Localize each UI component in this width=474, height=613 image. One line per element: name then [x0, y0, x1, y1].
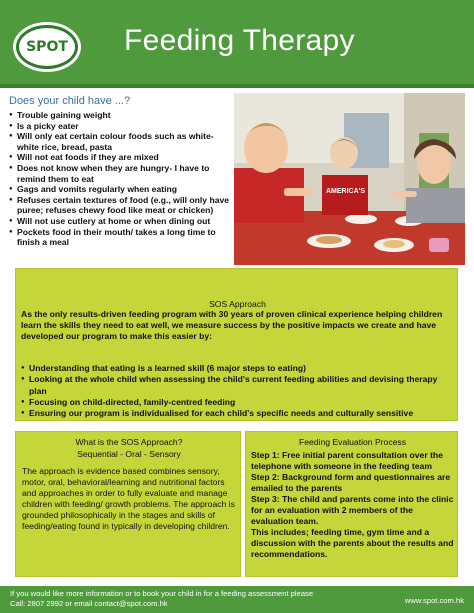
evaluation-title: Feeding Evaluation Process	[298, 437, 406, 447]
list-item: ● Looking at the whole child when assessing the child's current feeding abilities and devising therapy plan	[21, 374, 457, 397]
evaluation-step: Step 1: Free initial parent consultation over the telephone with someone in the feeding team	[251, 450, 443, 471]
list-item: ● Gags and vomits regularly when eating	[9, 184, 237, 195]
list-item: ● Understanding that eating is a learned skill (6 major steps to eating)	[21, 363, 457, 374]
what-is-body: The approach is evidence based combines sensory, motor, oral, behavioral/learning and nutritional factors and approaches in order to fully evaluate and manage children with feeding/ growth problems. The approach is grounded philosophically in the stages and skills of feeding/eating found in typically in developing children.	[22, 466, 235, 531]
sos-intro: As the only results-driven feeding program with 30 years of proven clinical experience helping children learn the skills they need to eat well, we measure success by the positive impacts we create and have developed our program to make this easier by:	[21, 309, 443, 341]
list-item: ● Will only eat certain colour foods such as white- white rice, bread, pasta	[9, 131, 237, 152]
contact-info	[10, 589, 313, 609]
list-item: ● Will not eat foods if they are mixed	[9, 152, 237, 163]
list-item: ● Pockets food in their mouth/ takes a long time to finish a meal	[9, 227, 237, 248]
evaluation-step: This includes; feeding time, gym time and a discussion with the parents about the results and recommendations.	[251, 527, 454, 559]
sos-points	[21, 363, 457, 419]
list-item: ● Ensuring our program is individualised for each child's specific needs and culturally sensitive	[21, 408, 457, 419]
list-item: ● Refuses certain textures of food (e.g., will only have puree; refuses chewy food like meat or chicken)	[9, 195, 237, 216]
evaluation-step: Step 3: The child and parents come into the clinic for an evaluation with 2 members of the evaluation team.	[251, 494, 454, 526]
spot-logo	[13, 22, 81, 72]
list-item: ● Trouble gaining weight	[9, 110, 237, 121]
shirt-print: AMERICA'S	[326, 188, 365, 195]
list-item: ● Is a picky eater	[9, 121, 237, 132]
website-link[interactable]: www.spot.com.hk	[404, 596, 464, 605]
what-is-title: What is the SOS Approach?	[75, 437, 183, 447]
feeding-evaluation-box	[245, 431, 458, 577]
list-item: ● Will not use cutlery at home or when dining out	[9, 216, 237, 227]
page-title: Feeding Therapy	[124, 24, 355, 57]
list-item: ● Does not know when they are hungry- I have to remind them to eat	[9, 163, 237, 184]
sos-title: SOS Approach	[209, 299, 266, 309]
what-is-sos-box	[15, 431, 241, 577]
intro-question: Does your child have ...?	[9, 95, 131, 107]
list-item: ● Focusing on child-directed, family-centred feeding	[21, 397, 457, 408]
contact-line: If you would like more information or to book your child in for a feeding assessment please	[10, 589, 314, 598]
header-banner	[0, 0, 474, 88]
evaluation-steps	[251, 450, 457, 560]
photo-illustration	[234, 93, 465, 265]
sos-approach-box	[15, 268, 458, 421]
children-eating-photo	[234, 93, 465, 265]
footer-banner	[0, 586, 474, 613]
symptom-list	[9, 110, 237, 248]
what-is-subtitle: Sequential - Oral - Sensory	[77, 449, 181, 459]
logo-text: SPOT	[19, 28, 75, 66]
contact-line: Call: 2807 2992 or email contact@spot.com.hk	[10, 599, 168, 608]
evaluation-step: Step 2: Background form and questionnaires are emailed to the parents	[251, 472, 451, 493]
